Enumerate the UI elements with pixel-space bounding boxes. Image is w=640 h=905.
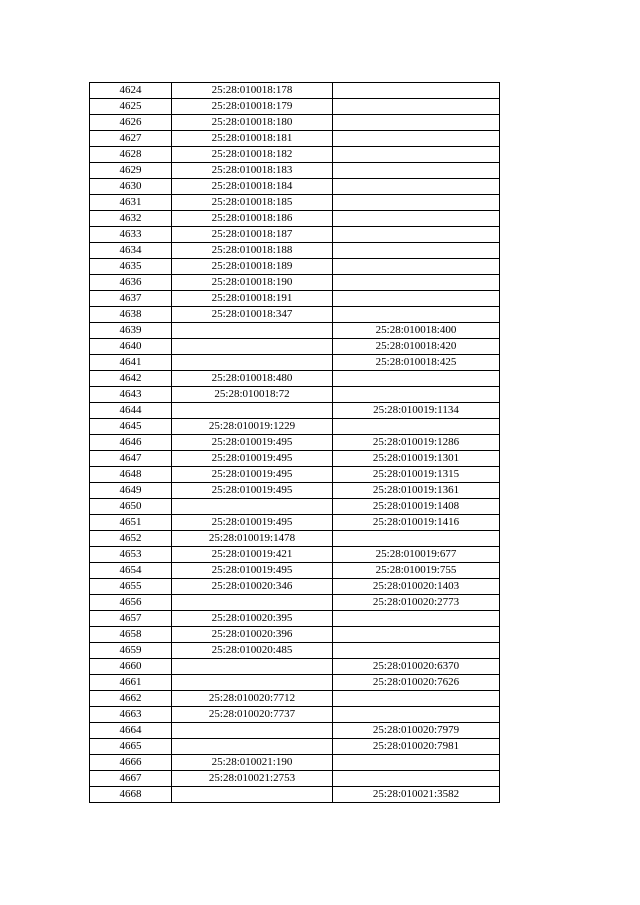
table-row [90,83,500,99]
table-row [90,739,500,755]
cadastral-number-cell: 25:28:010020:346 [172,579,333,595]
cadastral-number-cell: 25:28:010020:396 [172,627,333,643]
row-number-cell: 4668 [90,787,172,803]
related-cadastral-number-cell [333,99,500,115]
related-cadastral-number-cell: 25:28:010020:2773 [333,595,500,611]
related-cadastral-number-cell: 25:28:010018:420 [333,339,500,355]
row-number-cell: 4638 [90,307,172,323]
cadastral-number-cell: 25:28:010021:2753 [172,771,333,787]
cadastral-number-cell [172,659,333,675]
row-number-cell: 4652 [90,531,172,547]
cadastral-number-cell [172,595,333,611]
cadastral-number-cell: 25:28:010019:495 [172,435,333,451]
related-cadastral-number-cell: 25:28:010018:425 [333,355,500,371]
table-row [90,163,500,179]
row-number-cell: 4632 [90,211,172,227]
row-number-cell: 4661 [90,675,172,691]
cadastral-number-cell: 25:28:010020:395 [172,611,333,627]
related-cadastral-number-cell [333,211,500,227]
related-cadastral-number-cell [333,643,500,659]
related-cadastral-number-cell: 25:28:010019:755 [333,563,500,579]
table-row [90,451,500,467]
cadastral-number-cell: 25:28:010018:178 [172,83,333,99]
related-cadastral-number-cell [333,227,500,243]
table-row [90,771,500,787]
cadastral-number-cell [172,675,333,691]
table-row [90,227,500,243]
cadastral-number-cell [172,739,333,755]
related-cadastral-number-cell [333,419,500,435]
row-number-cell: 4626 [90,115,172,131]
table-row [90,611,500,627]
table-row [90,275,500,291]
related-cadastral-number-cell: 25:28:010019:1301 [333,451,500,467]
cadastral-number-cell [172,339,333,355]
cadastral-number-cell: 25:28:010019:1478 [172,531,333,547]
cadastral-number-cell: 25:28:010019:495 [172,483,333,499]
row-number-cell: 4634 [90,243,172,259]
related-cadastral-number-cell [333,627,500,643]
table-row [90,675,500,691]
table-row [90,755,500,771]
row-number-cell: 4643 [90,387,172,403]
related-cadastral-number-cell [333,115,500,131]
row-number-cell: 4629 [90,163,172,179]
table-row [90,115,500,131]
related-cadastral-number-cell: 25:28:010019:1408 [333,499,500,515]
related-cadastral-number-cell [333,707,500,723]
related-cadastral-number-cell [333,163,500,179]
row-number-cell: 4659 [90,643,172,659]
row-number-cell: 4628 [90,147,172,163]
table-row [90,131,500,147]
cadastral-number-cell: 25:28:010019:495 [172,515,333,531]
table-row [90,467,500,483]
cadastral-number-cell: 25:28:010020:7737 [172,707,333,723]
row-number-cell: 4656 [90,595,172,611]
table-row [90,787,500,803]
related-cadastral-number-cell [333,371,500,387]
related-cadastral-number-cell [333,611,500,627]
table-row [90,435,500,451]
table-row [90,627,500,643]
cadastral-number-cell: 25:28:010018:190 [172,275,333,291]
cadastral-number-cell: 25:28:010018:191 [172,291,333,307]
cadastral-number-cell: 25:28:010019:495 [172,563,333,579]
related-cadastral-number-cell [333,259,500,275]
row-number-cell: 4648 [90,467,172,483]
table-row [90,355,500,371]
row-number-cell: 4663 [90,707,172,723]
table-row [90,179,500,195]
table-row [90,531,500,547]
cadastral-number-cell: 25:28:010018:181 [172,131,333,147]
related-cadastral-number-cell: 25:28:010020:1403 [333,579,500,595]
table-row [90,643,500,659]
related-cadastral-number-cell: 25:28:010020:7626 [333,675,500,691]
cadastral-number-cell [172,723,333,739]
table-row [90,723,500,739]
related-cadastral-number-cell [333,771,500,787]
row-number-cell: 4658 [90,627,172,643]
related-cadastral-number-cell: 25:28:010019:677 [333,547,500,563]
cadastral-number-cell [172,323,333,339]
row-number-cell: 4645 [90,419,172,435]
related-cadastral-number-cell [333,195,500,211]
related-cadastral-number-cell [333,179,500,195]
related-cadastral-number-cell [333,83,500,99]
related-cadastral-number-cell [333,147,500,163]
related-cadastral-number-cell [333,691,500,707]
cadastral-number-cell [172,403,333,419]
cadastral-number-cell: 25:28:010020:7712 [172,691,333,707]
related-cadastral-number-cell [333,131,500,147]
row-number-cell: 4637 [90,291,172,307]
row-number-cell: 4631 [90,195,172,211]
cadastral-number-cell [172,355,333,371]
table-row [90,595,500,611]
row-number-cell: 4665 [90,739,172,755]
row-number-cell: 4662 [90,691,172,707]
row-number-cell: 4641 [90,355,172,371]
cadastral-number-cell: 25:28:010019:495 [172,451,333,467]
cadastral-number-table [89,82,500,803]
related-cadastral-number-cell [333,291,500,307]
related-cadastral-number-cell [333,307,500,323]
table-row [90,579,500,595]
row-number-cell: 4653 [90,547,172,563]
cadastral-number-cell: 25:28:010018:347 [172,307,333,323]
cadastral-number-cell: 25:28:010018:179 [172,99,333,115]
row-number-cell: 4633 [90,227,172,243]
row-number-cell: 4627 [90,131,172,147]
row-number-cell: 4650 [90,499,172,515]
table-row [90,195,500,211]
row-number-cell: 4639 [90,323,172,339]
cadastral-number-cell: 25:28:010018:188 [172,243,333,259]
row-number-cell: 4647 [90,451,172,467]
table-row [90,243,500,259]
table-row [90,307,500,323]
table-row [90,387,500,403]
cadastral-number-cell: 25:28:010018:187 [172,227,333,243]
related-cadastral-number-cell: 25:28:010019:1286 [333,435,500,451]
table-row [90,211,500,227]
row-number-cell: 4655 [90,579,172,595]
cadastral-number-cell: 25:28:010018:189 [172,259,333,275]
related-cadastral-number-cell: 25:28:010018:400 [333,323,500,339]
row-number-cell: 4649 [90,483,172,499]
related-cadastral-number-cell [333,755,500,771]
cadastral-number-cell: 25:28:010020:485 [172,643,333,659]
row-number-cell: 4625 [90,99,172,115]
table-row [90,483,500,499]
table-row [90,499,500,515]
related-cadastral-number-cell: 25:28:010021:3582 [333,787,500,803]
row-number-cell: 4660 [90,659,172,675]
table-row [90,259,500,275]
table-row [90,691,500,707]
table-row [90,403,500,419]
row-number-cell: 4667 [90,771,172,787]
table-row [90,323,500,339]
related-cadastral-number-cell: 25:28:010019:1134 [333,403,500,419]
related-cadastral-number-cell: 25:28:010019:1361 [333,483,500,499]
cadastral-number-cell: 25:28:010018:72 [172,387,333,403]
related-cadastral-number-cell: 25:28:010020:7981 [333,739,500,755]
row-number-cell: 4644 [90,403,172,419]
cadastral-number-cell: 25:28:010018:184 [172,179,333,195]
cadastral-number-cell: 25:28:010018:185 [172,195,333,211]
cadastral-number-cell: 25:28:010018:183 [172,163,333,179]
table-row [90,99,500,115]
related-cadastral-number-cell [333,275,500,291]
table-row [90,547,500,563]
cadastral-number-cell: 25:28:010018:180 [172,115,333,131]
row-number-cell: 4636 [90,275,172,291]
table-row [90,339,500,355]
related-cadastral-number-cell: 25:28:010019:1416 [333,515,500,531]
row-number-cell: 4666 [90,755,172,771]
row-number-cell: 4642 [90,371,172,387]
cadastral-number-cell: 25:28:010021:190 [172,755,333,771]
related-cadastral-number-cell [333,243,500,259]
cadastral-number-cell: 25:28:010018:182 [172,147,333,163]
cadastral-number-cell [172,499,333,515]
table-row [90,371,500,387]
row-number-cell: 4664 [90,723,172,739]
row-number-cell: 4630 [90,179,172,195]
table-row [90,659,500,675]
cadastral-number-cell: 25:28:010019:421 [172,547,333,563]
related-cadastral-number-cell [333,387,500,403]
related-cadastral-number-cell: 25:28:010020:6370 [333,659,500,675]
row-number-cell: 4635 [90,259,172,275]
table-row [90,563,500,579]
table-row [90,515,500,531]
table-row [90,419,500,435]
row-number-cell: 4654 [90,563,172,579]
cadastral-number-cell: 25:28:010019:495 [172,467,333,483]
cadastral-number-cell: 25:28:010018:480 [172,371,333,387]
cadastral-number-cell: 25:28:010019:1229 [172,419,333,435]
cadastral-number-cell: 25:28:010018:186 [172,211,333,227]
table-row [90,707,500,723]
row-number-cell: 4646 [90,435,172,451]
table-row [90,147,500,163]
row-number-cell: 4651 [90,515,172,531]
cadastral-number-cell [172,787,333,803]
row-number-cell: 4624 [90,83,172,99]
related-cadastral-number-cell: 25:28:010020:7979 [333,723,500,739]
related-cadastral-number-cell: 25:28:010019:1315 [333,467,500,483]
row-number-cell: 4640 [90,339,172,355]
table-body [90,83,500,803]
row-number-cell: 4657 [90,611,172,627]
table-row [90,291,500,307]
related-cadastral-number-cell [333,531,500,547]
